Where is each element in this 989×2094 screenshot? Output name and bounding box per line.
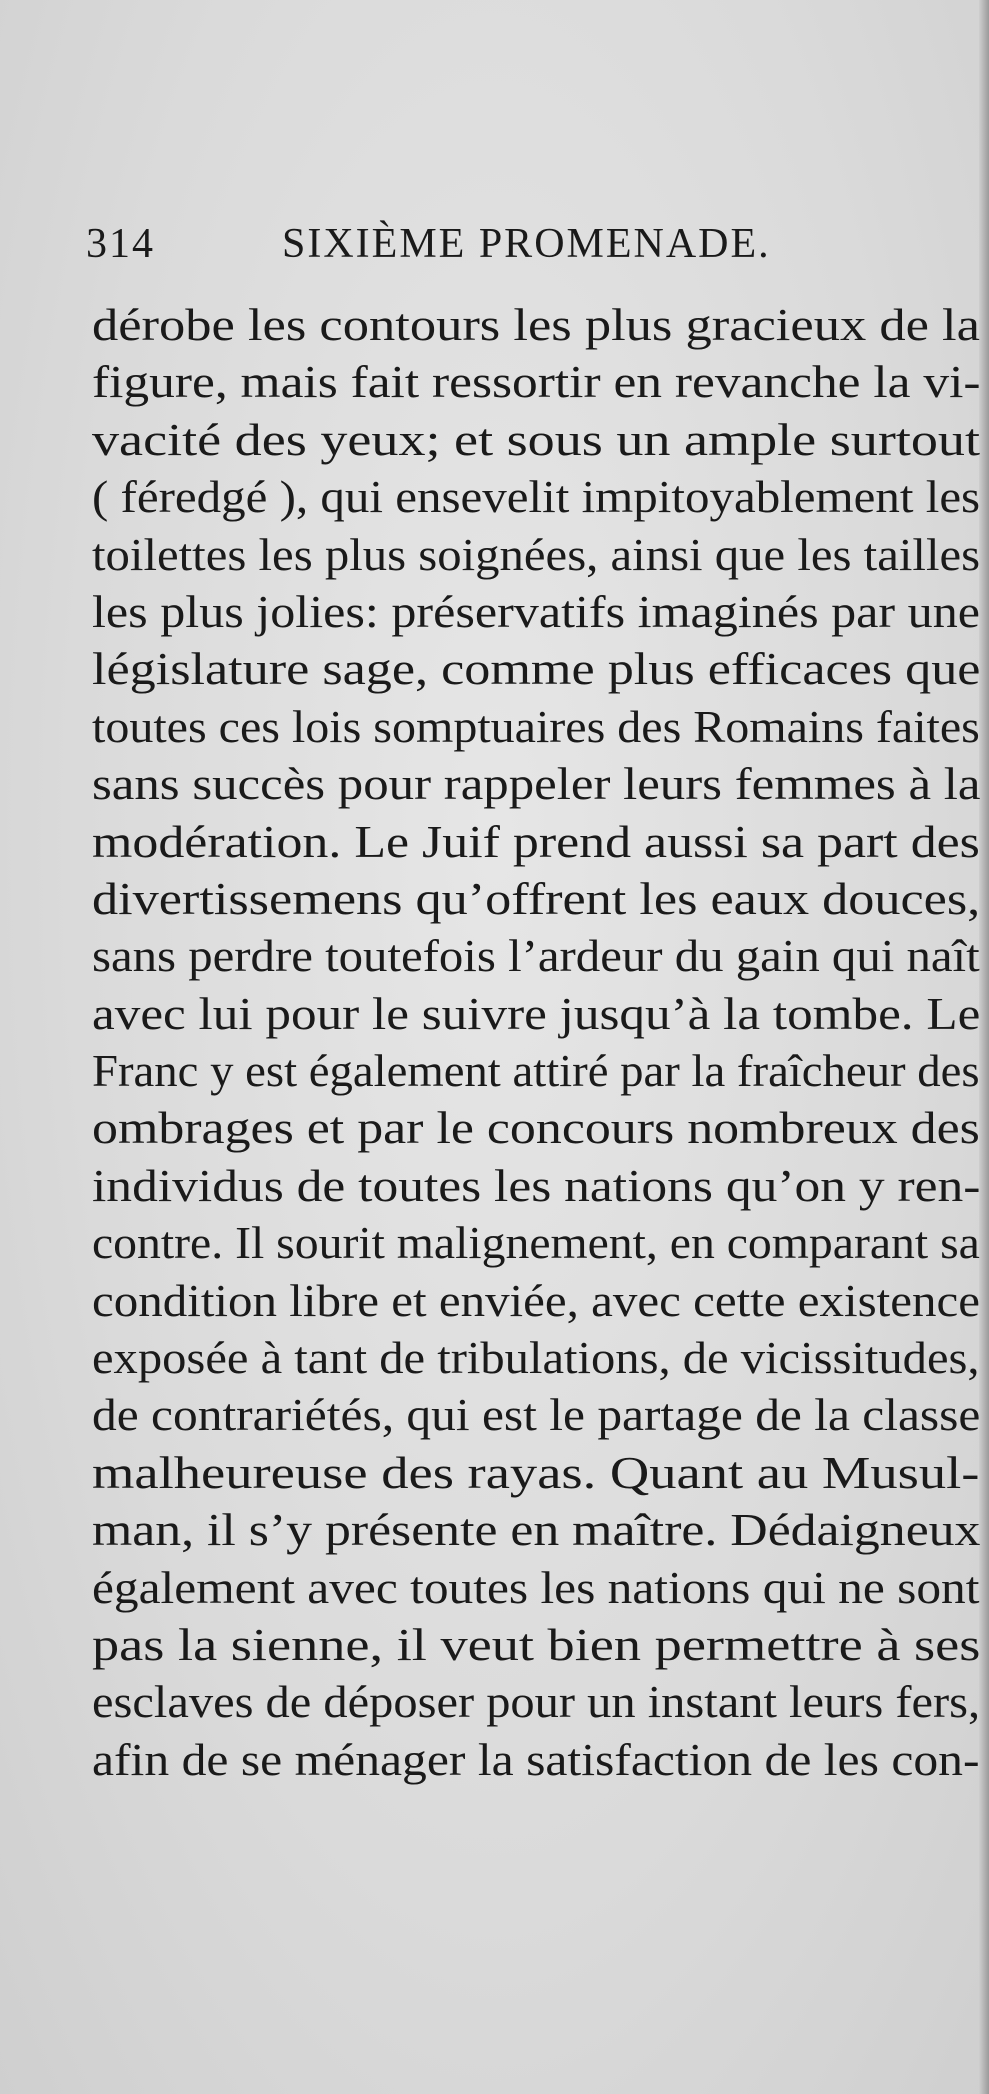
text-line: également avec toutes les nations qui ne sont [92, 1561, 980, 1613]
text-line: Franc y est également attiré par la fraîcheur des [92, 1045, 980, 1097]
page-header [86, 220, 866, 290]
text-line: exposée à tant de tribulations, de vicissitudes, [92, 1332, 980, 1384]
text-line: toutes ces lois somptuaires des Romains faites [92, 700, 980, 752]
text-line: de contrariétés, qui est le partage de la classe [92, 1389, 981, 1441]
text-line: pas la sienne, il veut bien permettre à ses [92, 1618, 981, 1670]
text-line: ( féredgé ), qui ensevelit impitoyablement les [92, 471, 981, 523]
text-line: les plus jolies: préservatifs imaginés par une [92, 585, 981, 637]
text-line: individus de toutes les nations qu’on y ren- [92, 1159, 981, 1211]
text-line: malheureuse des rayas. Quant au Musul- [92, 1446, 980, 1498]
text-line: avec lui pour le suivre jusqu’à la tombe. Le [92, 987, 981, 1039]
text-line: condition libre et enviée, avec cette existence [92, 1274, 980, 1326]
text-line: vacité des yeux; et sous un ample surtout [92, 413, 981, 465]
text-line: divertissemens qu’offrent les eaux douces, [92, 872, 981, 924]
text-line: sans perdre toutefois l’ardeur du gain qui naît [92, 930, 980, 982]
body-text [92, 296, 982, 1788]
text-line: dérobe les contours les plus gracieux de la [92, 299, 980, 350]
text-line: contre. Il sourit malignement, en comparant sa [92, 1217, 980, 1269]
text-line: figure, mais fait ressortir en revanche la vi- [92, 356, 981, 408]
text-line: esclaves de déposer pour un instant leurs fers, [92, 1676, 981, 1728]
page-number: 314 [86, 221, 155, 267]
text-line: sans succès pour rappeler leurs femmes à la [92, 758, 981, 810]
running-head: SIXIÈME PROMENADE. [282, 221, 771, 267]
text-line: modération. Le Juif prend aussi sa part des [92, 815, 980, 867]
text-line: afin de se ménager la satisfaction de les con- [92, 1733, 980, 1785]
text-line: toilettes les plus soignées, ainsi que les tailles [92, 528, 981, 580]
text-line: législature sage, comme plus efficaces que [92, 643, 981, 695]
text-line: man, il s’y présente en maître. Dédaigneux [92, 1504, 981, 1556]
text-line: ombrages et par le concours nombreux des [92, 1102, 980, 1154]
